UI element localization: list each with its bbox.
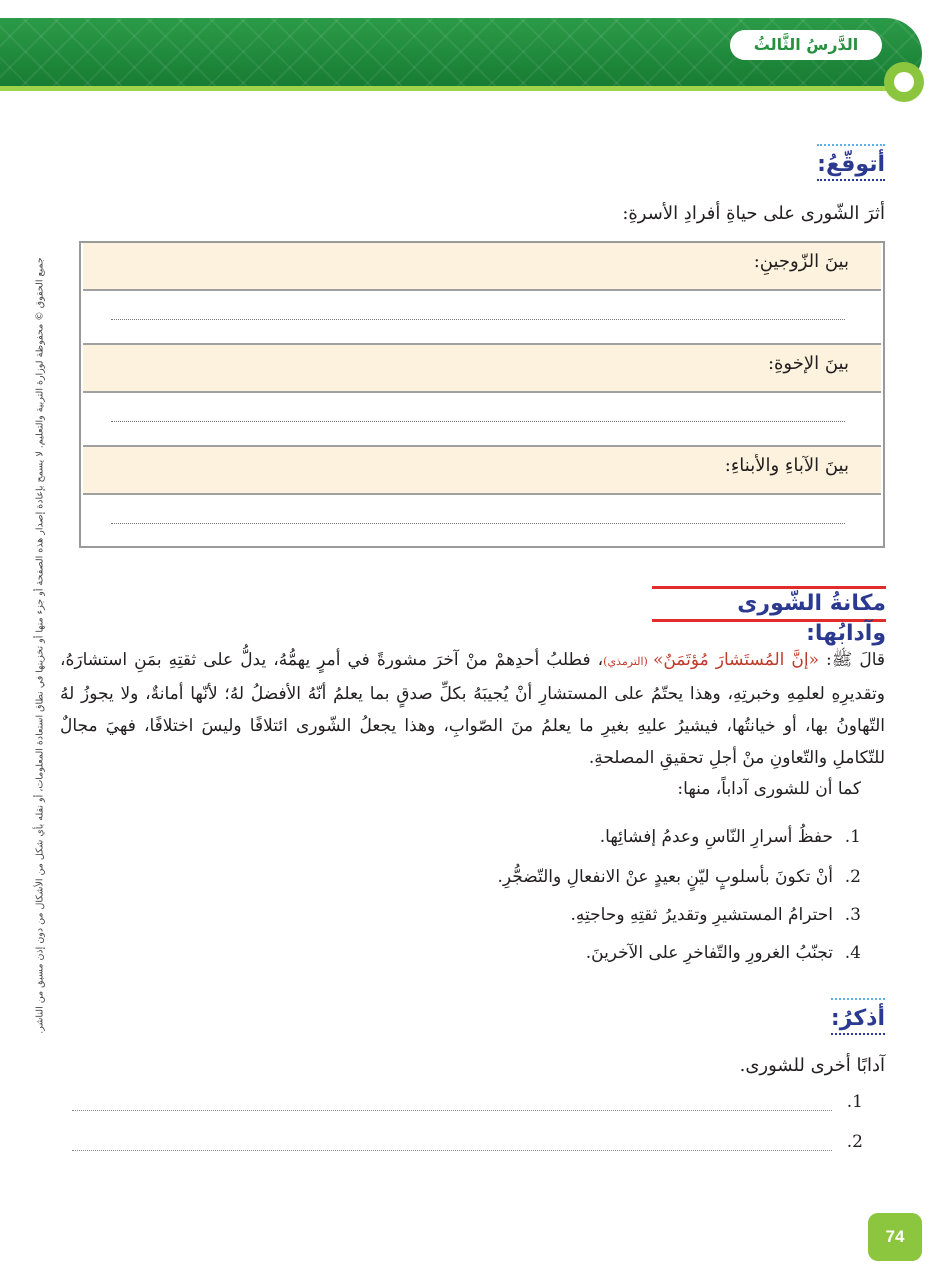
copyright-note: جميع الحقوق © محفوظة لوزارة التربية والتعليم. لا يسمح بإعادة إصدار هذه الصفحة أو جزء منها أو تخزينها في نطاق استعادة المعلومات، أو نقله بأي شكل من الأشكال من دون إذن مسبق من الناشر.	[34, 257, 46, 1034]
answer-line[interactable]	[72, 1110, 832, 1111]
remember-heading: أذكرُ:	[831, 1006, 885, 1031]
table-row-answer[interactable]	[83, 393, 881, 447]
page-number: 74	[868, 1213, 922, 1261]
remember-prompt: آدابًا أخرى للشورى.	[739, 1055, 885, 1076]
wave-decoration-icon	[831, 998, 885, 1006]
section-title: مكانةُ الشّورى وآدابُها:	[652, 586, 886, 622]
lesson-title: الدَّرسُ الثَّالثُ	[730, 30, 882, 60]
table-row-answer[interactable]	[83, 495, 881, 546]
hadith-source: (الترمذي)	[603, 655, 653, 668]
hadith-quote: «إنَّ المُستَشارَ مُؤتَمَنٌ»	[652, 650, 820, 670]
table-row-label: بينَ الزّوجينِ:	[83, 243, 881, 291]
answer-number: 2.	[846, 1132, 863, 1152]
expect-heading: أتوقّعُ:	[817, 152, 885, 177]
header-banner-stripe	[0, 86, 890, 91]
table-row-answer[interactable]	[83, 291, 881, 345]
answer-line[interactable]	[72, 1150, 832, 1151]
section-paragraph: قالَ ﷺ: «إنَّ المُستَشارَ مُؤتَمَنٌ» (الترمذي)، فطلبُ أحدِهمْ منْ آخرَ مشورةً في أمرٍ يهمُّهُ، يدلُّ على ثقتِهِ بمَنِ استشارَهُ، وتقديرِهِ لعلمِهِ وخبرتِهِ، وهذا يحتّمُ على المستشارِ أنْ يُجيبَهُ بكلِّ صدقٍ بما يعلمُ أنّهُ الأفضلُ لهُ؛ لأنّها أمانةٌ، ولا يجوزُ لهُ التّهاونُ بها، أو خيانتُها، فيشيرُ عليهِ بغيرِ ما يعلمُ منَ الصّوابِ، وهذا يجعلُ الشّورى ائتلافًا وليسَ اختلافًا، فهيَ مجالٌ للتّكاملِ والتّعاونِ منْ أجلِ تحقيقِ المصلحةِ.	[60, 650, 886, 768]
wave-decoration-icon	[817, 144, 885, 152]
etiquette-intro: كما أن للشورى آداباً، منها:	[677, 779, 861, 799]
list-item: 1.حفظُ أسرارِ النّاسِ وعدمُ إفشائِها.	[599, 827, 861, 847]
table-row-label: بينَ الآباءِ والأبناءِ:	[83, 447, 881, 495]
list-item: 4.تجنّبُ الغرورِ والتّفاخرِ على الآخرينَ.	[585, 943, 861, 963]
decorative-circle-icon	[884, 62, 924, 102]
list-item: 2.أنْ تكونَ بأسلوبٍ ليّنٍ بعيدٍ عنْ الانفعالِ والتّضجُّرِ.	[497, 867, 861, 887]
expect-table	[79, 241, 885, 548]
answer-number: 1.	[846, 1092, 863, 1112]
expect-prompt: أثرَ الشّورى على حياةِ أفرادِ الأسرةِ:	[622, 203, 885, 224]
table-row-label: بينَ الإخوةِ:	[83, 345, 881, 393]
list-item: 3.احترامُ المستشيرِ وتقديرُ ثقتِهِ وحاجتِهِ.	[570, 905, 861, 925]
